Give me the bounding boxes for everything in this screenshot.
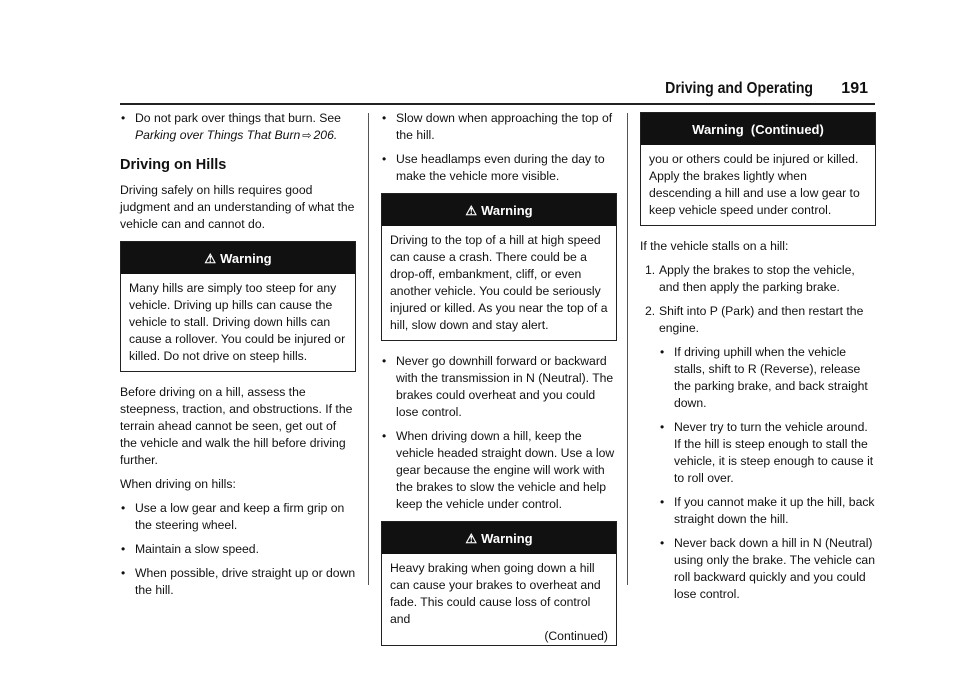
list-item: • Never try to turn the vehicle around. If the hill is steep enough to stall the vehicle, it is steep enough to cause it to roll over. (659, 419, 876, 487)
column-3 (640, 110, 876, 610)
bullet-park-text: Do not park over things that burn. See (135, 111, 341, 125)
warning-header (382, 522, 616, 554)
list-item: • Never back down a hill in N (Neutral) using only the brake. The vehicle can roll backward quickly and you could lose control. (659, 535, 876, 603)
before-paragraph: Before driving on a hill, assess the steepness, traction, and obstructions. If the terrain ahead cannot be seen, get out of the vehicle and walk the hill before driving further. (120, 385, 353, 467)
warning-box-3 (381, 521, 617, 646)
warning-icon: ⚠ (465, 203, 478, 218)
header-divider (120, 103, 875, 105)
warning-title: Warning (220, 251, 272, 266)
step-1 (640, 262, 876, 296)
page-header (645, 80, 868, 98)
when-paragraph: When driving on hills: (120, 477, 236, 491)
section-title: Driving and Operating (665, 80, 814, 97)
column-divider-1 (368, 113, 369, 585)
xref-page[interactable]: 206. (313, 128, 338, 142)
list-item: • Never go downhill forward or backward with the transmission in N (Neutral). The brakes could overheat and you could lose control. (381, 353, 617, 421)
warning-text: Heavy braking when going down a hill can cause your brakes to overheat and fade. This could cause loss of control and (390, 561, 601, 626)
list-item: • If you cannot make it up the hill, back straight down the hill. (659, 494, 876, 528)
page-number: 191 (841, 80, 868, 97)
bullet-park (120, 110, 356, 145)
list-item: • Slow down when approaching the top of the hill. (381, 110, 617, 144)
warning-header (121, 242, 355, 274)
intro-paragraph: Driving safely on hills requires good judgment and an understanding of what the vehicle can and cannot do. (120, 183, 355, 231)
warning-body (382, 554, 616, 645)
step-number: 2. (645, 304, 656, 318)
list-item: • When possible, drive straight up or down the hill. (120, 565, 356, 599)
warning-box-1 (120, 241, 356, 372)
sub-list (659, 344, 876, 603)
column-divider-2 (627, 113, 628, 585)
list-item: • Maintain a slow speed. (120, 541, 356, 558)
step-number: 1. (645, 263, 656, 277)
warning-header: Warning (Continued) (641, 113, 875, 145)
warning-icon: ⚠ (204, 251, 217, 266)
warning-title: Warning (481, 203, 533, 218)
list-item: • Use headlamps even during the day to make the vehicle more visible. (381, 151, 617, 185)
warning-header (382, 194, 616, 226)
warning-text: you or others could be injured or killed. Apply the brakes lightly when descending a hill and use a low gear to keep vehicle speed under control. (649, 152, 860, 217)
column-2 (381, 110, 617, 646)
xref-link[interactable] (135, 128, 337, 142)
column-1 (120, 110, 356, 606)
list-item: • When driving down a hill, keep the vehicle headed straight down. Use a low gear because the engine will work with the brakes to slow the vehicle and help keep the vehicle under control. (381, 428, 617, 513)
warning-box-continued (640, 112, 876, 226)
section-heading: Driving on Hills (120, 157, 227, 173)
warning-icon: ⚠ (465, 531, 478, 546)
list-item: • Use a low gear and keep a firm grip on the steering wheel. (120, 500, 356, 534)
xref-text[interactable]: Parking over Things That Burn (135, 128, 301, 142)
stalls-paragraph: If the vehicle stalls on a hill: (640, 239, 789, 253)
step-2 (640, 303, 876, 337)
warning-title: Warning (481, 531, 533, 546)
warning-text: Many hills are simply too steep for any vehicle. Driving up hills can cause the vehicle to stall. Driving down hills can cause a rollover. You could be injured or killed. Do not drive on steep hills. (129, 281, 346, 363)
warning-text: Driving to the top of a hill at high speed can cause a crash. There could be a drop-off, embankment, cliff, or even another vehicle. You could be seriously injured or killed. As you near the top of a hill, slow down and stay alert. (390, 233, 608, 332)
step-text: Apply the brakes to stop the vehicle, and then apply the parking brake. (659, 263, 855, 294)
continued-label: (Continued) (544, 629, 608, 643)
xref-arrow-icon: ⇨ (302, 130, 312, 142)
step-text: Shift into P (Park) and then restart the engine. (659, 304, 864, 335)
warning-box-2 (381, 193, 617, 341)
list-item: • If driving uphill when the vehicle stalls, shift to R (Reverse), release the parking brake, and back straight down. (659, 344, 876, 412)
